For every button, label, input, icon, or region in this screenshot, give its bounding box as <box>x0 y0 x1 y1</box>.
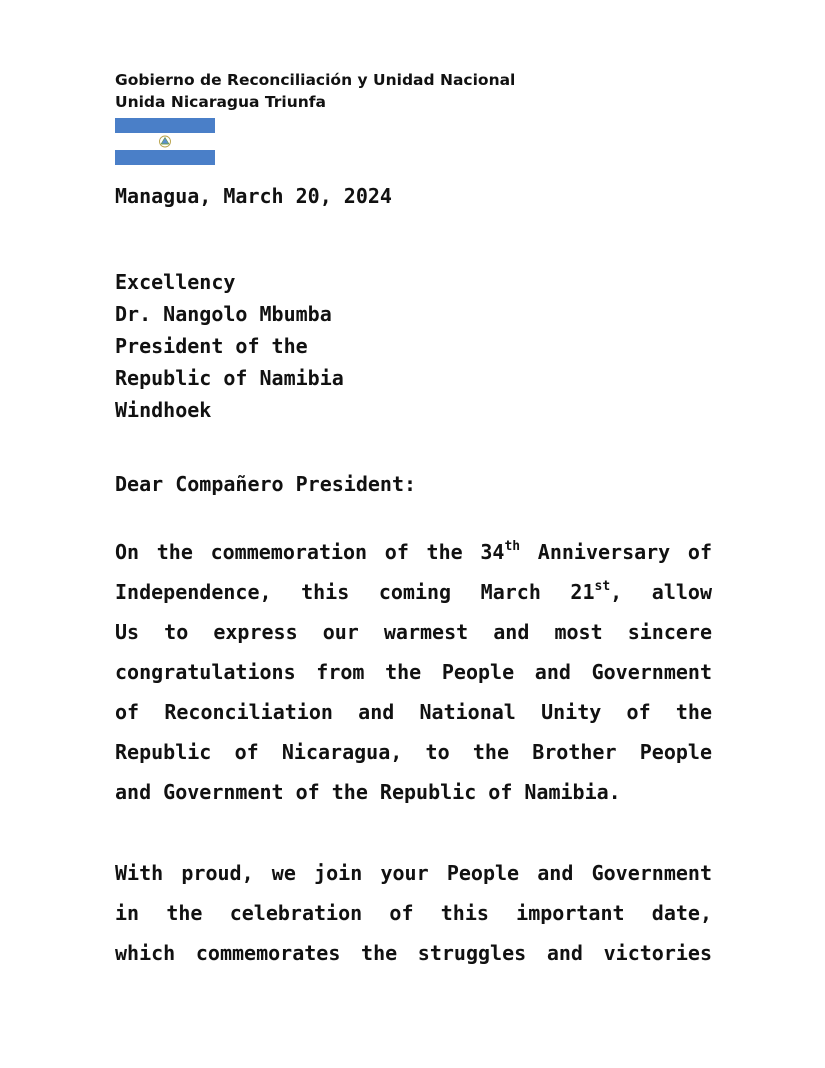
letterhead-slogan: Unida Nicaragua Triunfa <box>115 93 327 111</box>
paragraph-line: of Reconciliation and National Unity of the <box>115 700 712 724</box>
paragraph-line: With proud, we join your People and Government <box>115 861 712 885</box>
paragraph-line: Republic of Nicaragua, to the Brother People <box>115 740 712 764</box>
letterhead-government-name: Gobierno de Reconciliación y Unidad Nacional <box>115 71 516 89</box>
flag-bottom-stripe <box>115 150 215 165</box>
salutation: Dear Compañero President: <box>115 472 417 496</box>
recipient-title: Excellency <box>115 270 236 294</box>
paragraph-line: Us to express our warmest and most sincere <box>115 620 712 644</box>
flag-top-stripe <box>115 118 215 133</box>
paragraph-line: and Government of the Republic of Namibia. <box>115 780 621 804</box>
recipient-position: President of the <box>115 334 308 358</box>
paragraph-celebration <box>115 853 712 973</box>
nicaragua-flag-icon <box>115 118 215 165</box>
paragraph-line: which commemorates the struggles and victories <box>115 941 712 965</box>
paragraph-line: congratulations from the People and Government <box>115 660 712 684</box>
paragraph-congratulations <box>115 532 712 812</box>
recipient-name: Dr. Nangolo Mbumba <box>115 302 332 326</box>
recipient-city: Windhoek <box>115 398 212 422</box>
paragraph-line: On the commemoration of the 34th Anniversary of <box>115 539 712 564</box>
paragraph-line: Independence, this coming March 21st, allow <box>115 579 712 604</box>
recipient-country: Republic of Namibia <box>115 366 344 390</box>
paragraph-line: in the celebration of this important date, <box>115 901 712 925</box>
place-and-date: Managua, March 20, 2024 <box>115 184 392 208</box>
